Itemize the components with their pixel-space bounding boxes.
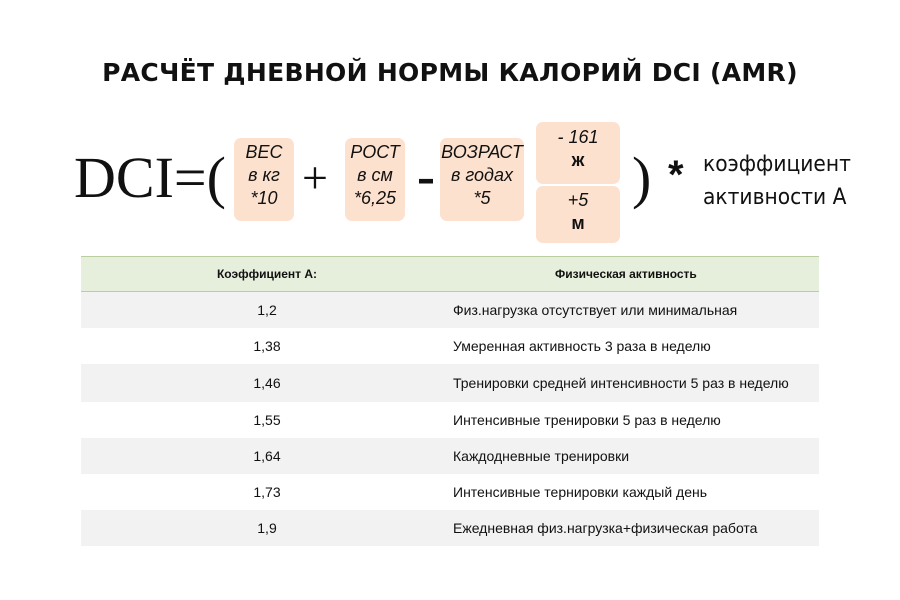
activity-cell: Умеренная активность 3 раза в неделю [453, 338, 711, 354]
coef-cell: 1,9 [257, 520, 277, 536]
table-row [81, 438, 819, 474]
coef-line-2: активности А [703, 185, 847, 210]
activity-table [81, 256, 819, 546]
weight-term-box [234, 138, 294, 221]
activity-cell: Тренировки средней интенсивности 5 раз в неделю [453, 375, 789, 391]
close-paren: ) [632, 145, 652, 210]
table-row [81, 292, 819, 328]
coef-cell: 1,73 [253, 484, 281, 500]
table-row [81, 474, 819, 510]
female-value: - 161 [557, 127, 599, 147]
coef-cell: 1,2 [257, 302, 277, 318]
header-activity: Физическая активность [555, 267, 697, 281]
weight-multiplier: *10 [250, 188, 278, 208]
coef-cell: 1,46 [253, 375, 281, 391]
page-title: РАСЧЁТ ДНЕВНОЙ НОРМЫ КАЛОРИЙ DCI (AMR) [102, 58, 798, 87]
female-label: ж [571, 150, 585, 170]
minus-operator: - [417, 146, 435, 206]
weight-unit: в кг [248, 165, 280, 185]
height-multiplier: *6,25 [353, 188, 397, 208]
table-row [81, 364, 819, 402]
table-header [81, 256, 819, 292]
weight-label: ВЕС [245, 142, 283, 162]
activity-cell: Ежедневная физ.нагрузка+физическая работа [453, 520, 758, 536]
table-row [81, 510, 819, 546]
coef-cell: 1,64 [253, 448, 281, 464]
table-row [81, 402, 819, 438]
female-term-box [536, 122, 620, 184]
age-term-box [440, 138, 524, 221]
activity-cell: Интенсивные тренировки 5 раз в неделю [453, 412, 721, 428]
age-multiplier: *5 [473, 188, 491, 208]
height-term-box [345, 138, 405, 221]
age-unit: в годах [450, 165, 514, 185]
male-term-box [536, 186, 620, 243]
plus-operator: + [302, 152, 328, 203]
height-unit: в см [357, 165, 393, 185]
formula-lhs: DCI=( [74, 145, 226, 210]
table-body [81, 292, 819, 546]
height-label: РОСТ [350, 142, 400, 162]
coef-cell: 1,38 [253, 338, 281, 354]
header-coefficient: Коэффициент А: [216, 267, 318, 281]
male-value: +5 [567, 190, 589, 210]
multiply-operator: * [668, 153, 684, 197]
activity-cell: Физ.нагрузка отсутствует или минимальная [453, 302, 738, 318]
coef-cell: 1,55 [253, 412, 281, 428]
coef-line-1: коэффициент [703, 152, 851, 177]
age-label: ВОЗРАСТ [441, 142, 523, 162]
activity-cell: Каждодневные тренировки [453, 448, 630, 464]
activity-coefficient-label [703, 148, 851, 214]
table-row [81, 328, 819, 364]
activity-cell: Интенсивные тернировки каждый день [453, 484, 708, 500]
male-label: м [571, 213, 585, 233]
